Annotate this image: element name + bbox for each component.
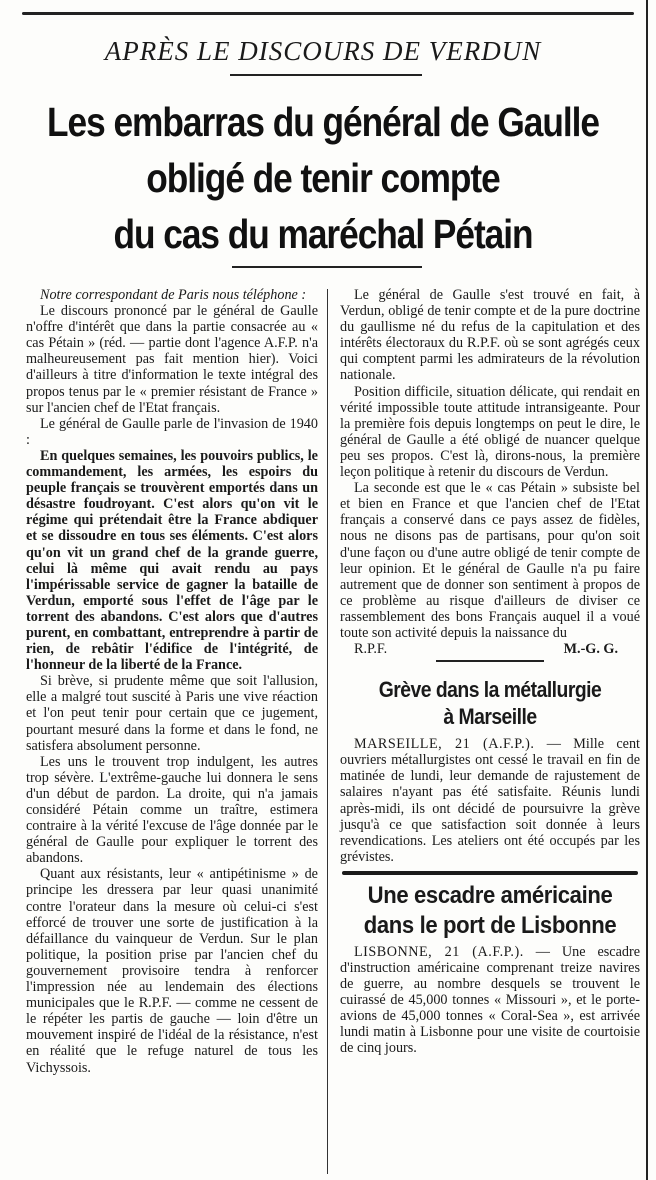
fleet-article-body <box>340 944 640 1057</box>
strike-title-line-1: Grève dans la métallurgie <box>378 677 602 703</box>
paragraph: Le général de Gaulle parle de l'invasion de 1940 : <box>26 415 318 448</box>
paragraph: Quant aux résistants, leur « antipétinisme » de principe les dressera par leur quasi unanimité contre l'orateur dans la mesure où celui-ci s'est efforcé de trouver une sorte de justification à la défaillance du vainqueur de Verdun. Sur le plan politique, la position prise par l'ancien chef du gouvernement provisoire tendra à renforcer l'impression née au lendemain des élections municipales que le R.P.F. — comme ne cessent de le répéter les partis de gauche — loin d'être un mouvement inspiré de l'idéal de la résistance, n'est en réalité que le refuge naturel de tous les Vichyssois. <box>26 866 318 1076</box>
strike-article-title <box>358 676 622 730</box>
byline: Notre correspondant de Paris nous téléphone : <box>40 287 307 303</box>
top-rule <box>22 12 634 15</box>
paragraph: Le général de Gaulle s'est trouvé en fait, à Verdun, obligé de tenir compte et de la pure doctrine du gaullisme né du refus de la capitulation et des intérêts électoraux du R.P.F. où se sont agrégés ceux qui comptent parmi les admirateurs de la révolution nationale. <box>340 287 640 384</box>
fleet-title-line-2: dans le port de Lisbonne <box>363 911 617 939</box>
dateline: MARSEILLE, 21 (A.F.P.). <box>354 736 535 753</box>
paragraph: Les uns le trouvent trop indulgent, les autres trop sévère. L'extrême-gauche lui donnera le sens d'un début de pardon. La droite, qui n'a jamais considéré Pétain comme un traître, estimera contraire à la vérité l'excuse de l'âge donnée par le général de Gaulle pour expliquer le torrent des abandons. <box>26 753 318 867</box>
signature-row <box>340 641 640 657</box>
body-text: — Mille cent ouvriers métallurgistes ont cessé le travail en fin de matinée de lundi, leur demande de rajustement de salaires n'ayant pas été satisfaite. Réunis lundi après-midi, ils ont décidé de poursuivre la grève jusqu'à ce que satisfaction soit donnée à leurs revendications. Les ateliers ont été occupés par les grévistes. <box>340 736 640 865</box>
kicker: APRÈS LE DISCOURS DE VERDUN <box>104 36 542 66</box>
strike-title-line-2: à Marseille <box>443 704 537 730</box>
right-column <box>340 287 640 1057</box>
section-rule <box>342 871 638 875</box>
headline-underline <box>232 266 422 268</box>
last-line: R.P.F. <box>354 641 388 658</box>
dateline: LISBONNE, 21 (A.F.P.). <box>354 943 524 960</box>
headline <box>45 94 601 262</box>
fleet-title-line-1: Une escadre américaine <box>367 881 613 909</box>
kicker-underline <box>230 74 422 76</box>
main-article-left-column <box>26 287 318 1076</box>
paragraph: Si brève, si prudente même que soit l'allusion, elle a malgré tout suscité à Paris une vive réaction et l'on peut tenir pour certain que ce jugement, pourtant mesuré dans la forme et dans le fond, ne satisfera absolument personne. <box>26 673 318 754</box>
paragraph: Position difficile, situation délicate, qui rendait en vérité impossible toute attitude intransigeante. Pour la première fois depuis longtemps on peut le dire, le général de Gaulle a été obligé de nuancer quelque peu ses propos. C'est là, dirons-nous, la première leçon politique à retenir du discours de Verdun. <box>340 383 640 481</box>
body-text: — Une escadre d'instruction américaine comprenant treize navires de guerre, au nombre desquels se trouvent le cuirassé de 45,000 tonnes « Missouri », et le porte-avions de 45,000 tonnes « Coral-Sea », est arrivée lundi matin à Lisbonne pour une visite de courtoisie de cinq jours. <box>340 943 641 1057</box>
headline-line-2: obligé de tenir compte <box>146 155 500 201</box>
headline-line-1: Les embarras du général de Gaulle <box>47 99 599 145</box>
fleet-article-title <box>352 881 628 941</box>
signature: M.-G. G. <box>563 641 618 658</box>
article-end-rule <box>436 660 544 662</box>
page-right-border <box>646 0 648 1180</box>
paragraph: Le discours prononcé par le général de Gaulle n'offre d'intérêt que dans la partie consacrée au « cas Pétain » (réd. — partie dont l'agence A.F.P. n'a malheureusement pas fait mention hier). Voici d'ailleurs à titre d'information le texte intégral des propos tenus par le « premier résistant de France » sur l'ancien chef de l'Etat français. <box>26 303 318 416</box>
paragraph: La seconde est que le « cas Pétain » subsiste bel et bien en France et que l'ancien chef de l'Etat français a conservé dans ce pays assez de fidèles, nous ne disons pas de partisans, pour qu'on soit d'une façon ou d'une autre obligé de tenir compte de leur opinion. Et le général de Gaulle n'a pu faire autrement que de donner son sentiment à propos de ce problème au risque d'ailleurs de diviser ce rassemblement des bons Français auquel il a voué toute son activité depuis la naissance du <box>340 480 640 641</box>
quote: En quelques semaines, les pouvoirs publics, le commandement, les armées, les espoirs du peuple français se trouvèrent emportés dans un désastre foudroyant. C'est alors qu'on vit le régime qui prétendait être la France abdiquer et se dissoudre en tous ses éléments. C'est alors qu'on vit un grand chef de la grande guerre, celui là même qui avait rendu au pays l'impérissable service de gagner la bataille de Verdun, emporté sous l'effet de l'âge par le torrent des abandons. C'est alors que d'autres purent, en combattant, entreprendre à partir de rien, de rebâtir l'édifice de l'intégrité, de l'honneur de la liberté de la France. <box>26 447 318 674</box>
strike-article-body <box>340 736 640 865</box>
column-rule <box>327 289 328 1174</box>
headline-line-3: du cas du maréchal Pétain <box>113 211 533 257</box>
